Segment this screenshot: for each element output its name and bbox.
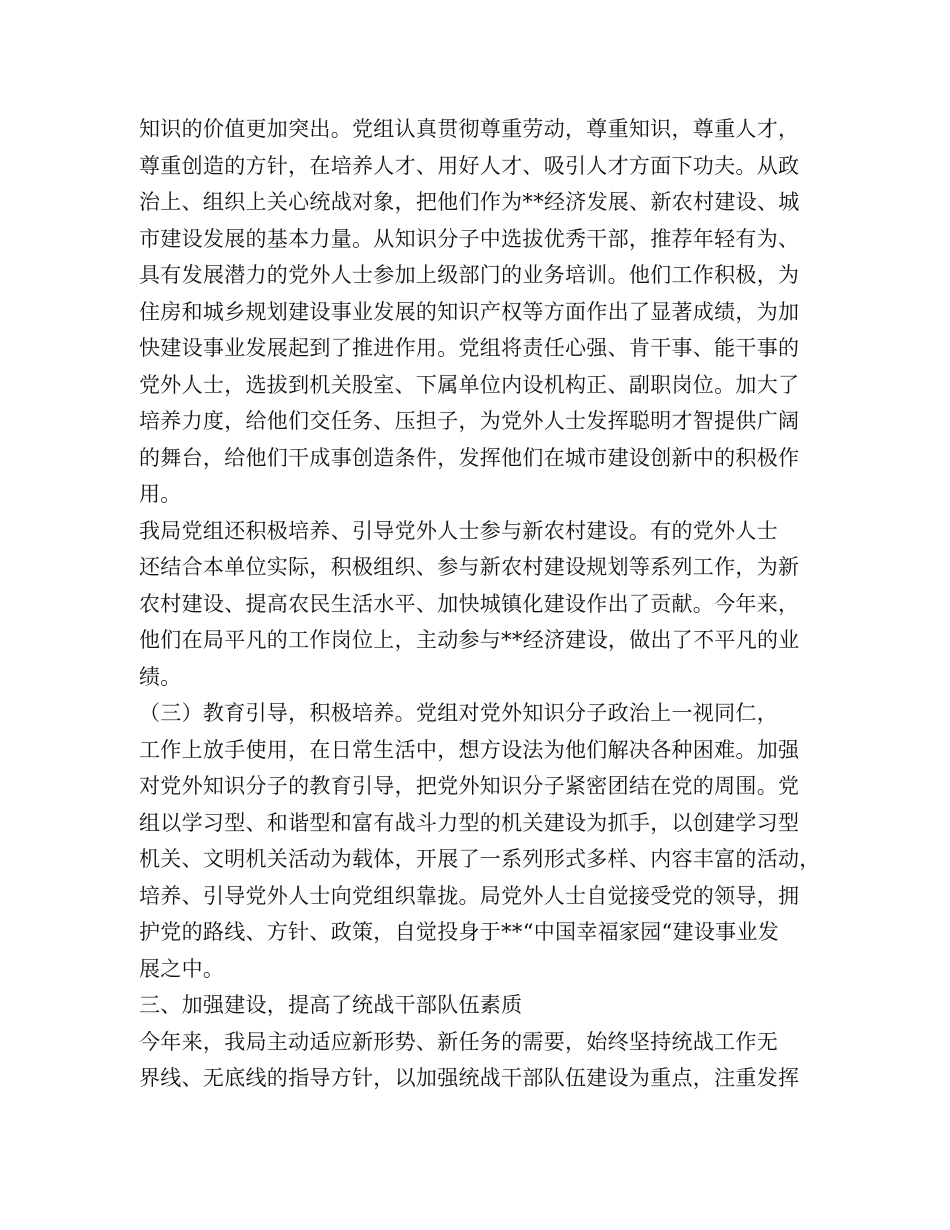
text-line: 对党外知识分子的教育引导，把党外知识分子紧密团结在党的周围。党 [139, 774, 800, 798]
text-line: 知识的价值更加突出。党组认真贯彻尊重劳动，尊重知识，尊重人才， [139, 117, 800, 141]
text-line: 的舞台，给他们干成事创造条件，发挥他们在城市建设创新中的积极作 [139, 445, 800, 470]
paragraph-start-line: （三）教育引导，积极培养。党组对党外知识分子政治上一视同仁， [139, 701, 778, 725]
text-line: 快建设事业发展起到了推进作用。党组将责任心强、肯干事、能干事的 [139, 336, 800, 360]
text-line: 用。 [139, 482, 182, 506]
text-line: 培养力度，给他们交任务、压担子，为党外人士发挥聪明才智提供广阔 [139, 409, 800, 433]
text-line: 界线、无底线的指导方针，以加强统战干部队伍建设为重点，注重发挥 [139, 1066, 800, 1090]
paragraph-start-line: 我局党组还积极培养、引导党外人士参与新农村建设。有的党外人士 [139, 518, 778, 543]
text-line: 农村建设、提高农民生活水平、加快城镇化建设作出了贡献。今年来， [139, 591, 800, 616]
text-line: 市建设发展的基本力量。从知识分子中选拔优秀干部，推荐年轻有为、 [139, 226, 800, 251]
text-line: 尊重创造的方针，在培养人才、用好人才、吸引人才方面下功夫。从政 [139, 153, 800, 178]
text-line: 党外人士，选拔到机关股室、下属单位内设机构正、副职岗位。加大了 [139, 372, 800, 397]
text-line: 他们在局平凡的工作岗位上，主动参与**经济建设，做出了不平凡的业 [139, 628, 800, 652]
text-line: 绩。 [139, 664, 182, 689]
text-line: 护党的路线、方针、政策，自觉投身于**“中国幸福家园“建设事业发 [139, 920, 780, 944]
text-line: 治上、组织上关心统战对象，把他们作为**经济发展、新农村建设、城 [139, 190, 800, 214]
text-line: 住房和城乡规划建设事业发展的知识产权等方面作出了显著成绩，为加 [139, 299, 800, 324]
text-line: 具有发展潜力的党外人士参加上级部门的业务培训。他们工作积极，为 [139, 263, 800, 287]
text-line: 展之中。 [139, 956, 225, 981]
text-line: 组以学习型、和谐型和富有战斗力型的机关建设为抓手，以创建学习型 [139, 810, 800, 835]
text-line: 还结合本单位实际，积极组织、参与新农村建设规划等系列工作，为新 [139, 555, 800, 579]
section-heading: 三、加强建设，提高了统战干部队伍素质 [139, 993, 523, 1017]
paragraph-start-line: 今年来，我局主动适应新形势、新任务的需要，始终坚持统战工作无 [139, 1029, 778, 1054]
document-body [139, 111, 819, 1097]
text-line: 机关、文明机关活动为载体，开展了一系列形式多样、内容丰富的活动， [139, 847, 821, 871]
text-line: 培养、引导党外人士向党组织靠拢。局党外人士自觉接受党的领导，拥 [139, 883, 800, 908]
text-line: 工作上放手使用，在日常生活中，想方设法为他们解决各种困难。加强 [139, 737, 800, 762]
